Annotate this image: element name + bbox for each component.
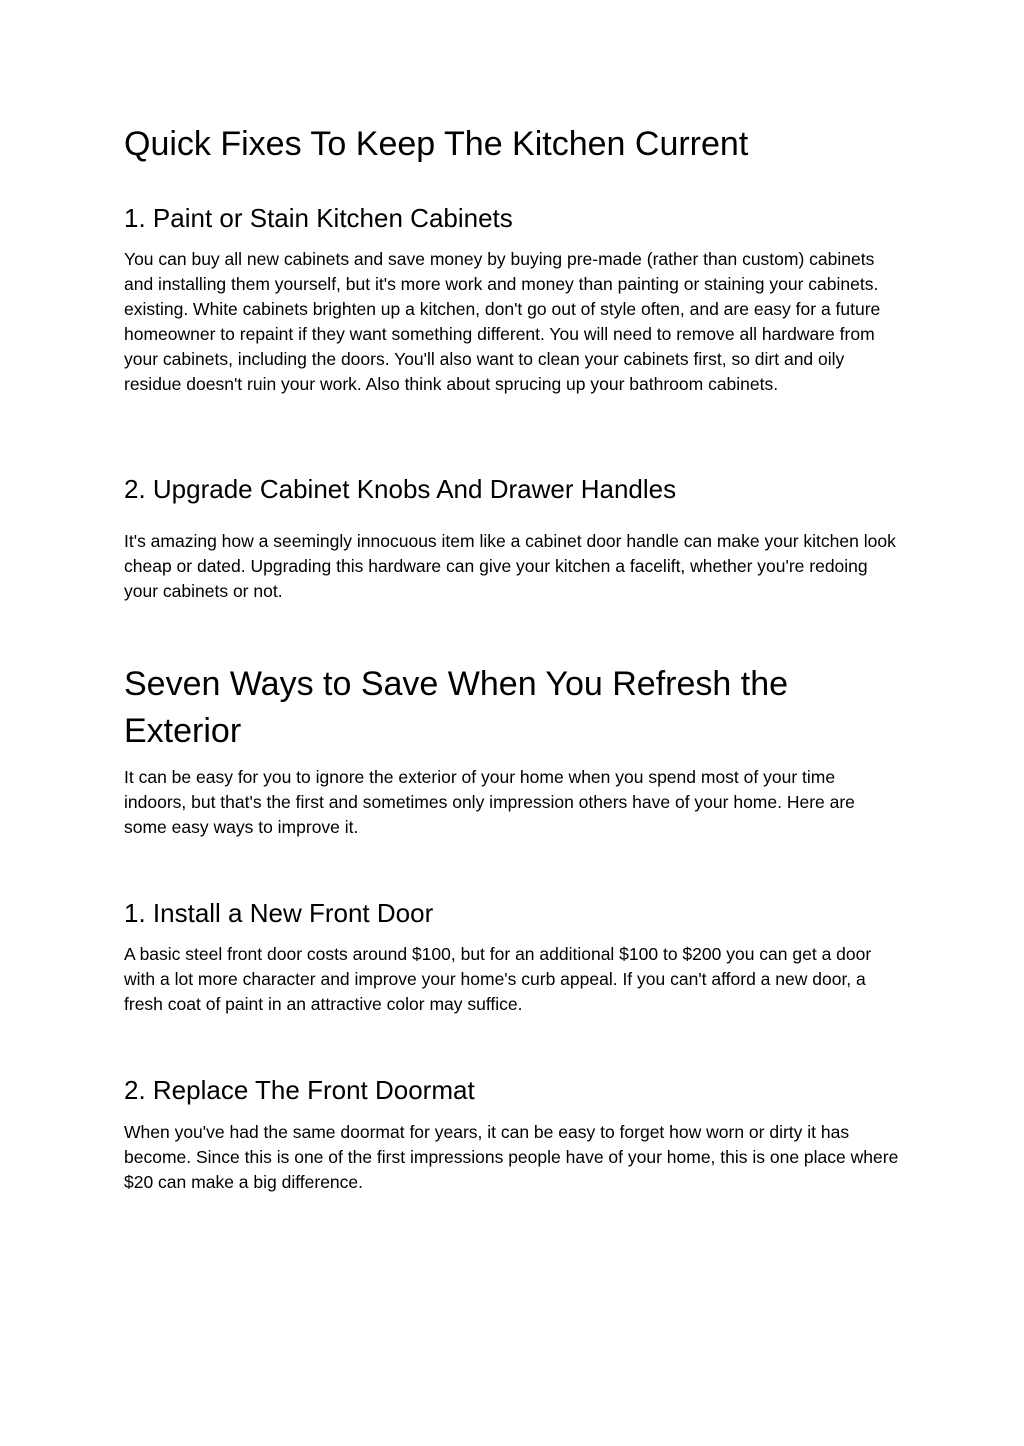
section-body-doormat: When you've had the same doormat for years, it can be easy to forget how worn or dirty it has become. Since this is one of the first impressions people have of your home, this is one place where $20 can make a big difference. [124,1122,899,1192]
section-title-exterior: Seven Ways to Save When You Refresh the Exterior [124,665,789,750]
intro-exterior: It can be easy for you to ignore the exterior of your home when you spend most of your time indoors, but that's the first and sometimes only impression others have of your home. Here are some easy ways to improve it. [124,767,855,837]
section-heading-cabinet-knobs: 2. Upgrade Cabinet Knobs And Drawer Handles [124,474,677,504]
section-body-front-door: A basic steel front door costs around $100, but for an additional $100 to $200 you can get a door with a lot more character and improve your home's curb appeal. If you can't afford a new door, a fresh coat of paint in an attractive color may suffice. [124,944,872,1014]
page-title: Quick Fixes To Keep The Kitchen Current [124,125,749,163]
section-heading-front-door: 1. Install a New Front Door [124,898,434,928]
section-heading-paint-cabinets: 1. Paint or Stain Kitchen Cabinets [124,203,513,233]
section-body-paint-cabinets: You can buy all new cabinets and save money by buying pre-made (rather than custom) cabinets and installing them yourself, but it's more work and money than painting or staining your cabinets. existing. White cabinets brighten up a kitchen, don't go out of style often, and are easy for a future homeowner to repaint if they want something different. You will need to remove all hardware from your cabinets, including the doors. You'll also want to clean your cabinets first, so dirt and oily residue doesn't ruin your work. Also think about sprucing up your bathroom cabinets. [124,249,881,394]
section-heading-doormat: 2. Replace The Front Doormat [124,1075,475,1105]
section-body-cabinet-knobs: It's amazing how a seemingly innocuous item like a cabinet door handle can make your kitchen look cheap or dated. Upgrading this hardware can give your kitchen a facelift, whether you're redoing your cabinets or not. [124,531,896,601]
